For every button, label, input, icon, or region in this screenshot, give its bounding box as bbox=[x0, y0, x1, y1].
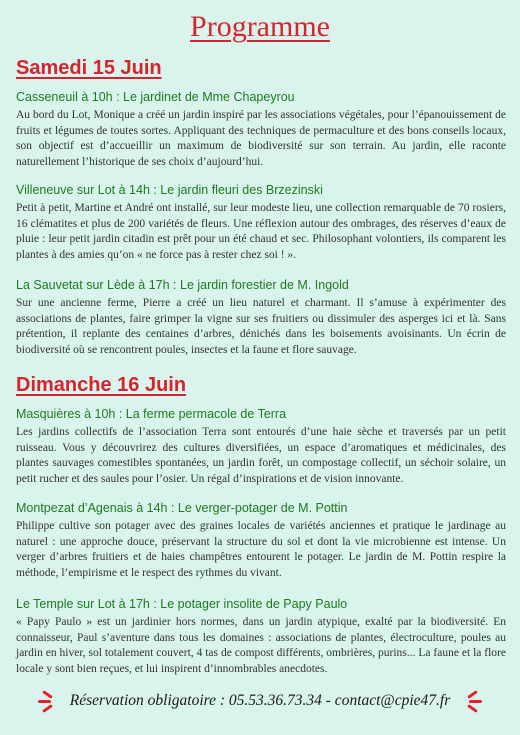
event-heading: Villeneuve sur Lot à 14h : Le jardin fleuri des Brzezinski bbox=[16, 183, 323, 197]
event-la-sauvetat bbox=[16, 277, 506, 358]
event-description: Au bord du Lot, Monique a créé un jardin inspiré par les associations végétales, pour l’épanouissement de fruits et légumes de toutes sortes. Appliquant des techniques de permaculture et des bons conseils locaux, son objectif est d’accueillir un maximum de biodiversité sur son terrain. Au jardin, elle raconte naturellement l’historique de ses choix d’aujourd’hui. bbox=[16, 109, 506, 168]
event-heading: Casseneuil à 10h : Le jardinet de Mme Chapeyrou bbox=[16, 90, 295, 104]
event-description: Philippe cultive son potager avec des graines locales de variétés anciennes et pratique le jardinage au naturel : une approche douce, préservant la structure du sol et dont la vie microbienne est intense. Un verger d’arbres fruitiers et de haies champêtres entourent le potager. Le jardin de M. Pottin respire la méthode, l’empirisme et le respect des rythmes du vivant. bbox=[16, 520, 506, 579]
sparkle-right-icon bbox=[460, 688, 482, 714]
event-description: Petit à petit, Martine et André ont installé, sur leur modeste lieu, une collection remarquable de 70 rosiers, 16 clématites et plus de 200 variétés de fleurs. Une réflexion autour des ombrages, des réserves d’eaux de pluie : leur petit jardin citadin est prêt pour un été chaud et sec. Philosophant volontiers, ils comparent les plantes à des amies qu’on « ne force pas à rester chez soi ! ». bbox=[16, 202, 506, 261]
event-heading: Masquières à 10h : La ferme permacole de Terra bbox=[16, 407, 287, 421]
event-masquieres bbox=[16, 406, 506, 487]
day-heading-saturday: Samedi 15 Juin bbox=[16, 57, 162, 79]
event-heading: Le Temple sur Lot à 17h : Le potager insolite de Papy Paulo bbox=[16, 597, 348, 611]
event-description: Sur une ancienne ferme, Pierre a créé un lieu naturel et charmant. Il s’amuse à expérimenter des associations de plantes, faire grimper la vigne sur ses fruitiers ou dissimuler des asperges ici et là. Sans prétention, il replante des centaines d’arbres, dénichés dans les boisements avoisinants. Un écrin de biodiversité où se rencontrent poules, insectes et la faune et flore sauvage. bbox=[16, 297, 506, 356]
event-casseneuil bbox=[16, 89, 506, 170]
sparkle-left-icon bbox=[38, 688, 60, 714]
event-description: Les jardins collectifs de l’association Terra sont entourés d’une haie sèche et traversés par un petit ruisseau. Vous y découvrirez des cultures diversifiées, un espace d’aromatiques et médicinales, des plantes sauvages comestibles spontanées, un jardin forêt, un compostage collectif, un séchoir solaire, un petit rucher et des saules pour l’osier. Un régal d’inspirations et de vision innovante. bbox=[16, 426, 506, 485]
event-description: « Papy Paulo » est un jardinier hors normes, dans un jardin atypique, exalté par la biodiversité. En connaisseur, Paul s’aventure dans tous les domaines : associations de plantes, électroculture, poules au jardin en hiver, sol totalement couvert, 4 tas de compost différents, ombrières, purins... La faune et la flore locale y sont bien reçues, et lui inspirent d’innombrables anecdotes. bbox=[16, 616, 506, 675]
reservation-footer bbox=[0, 688, 520, 714]
page-title: Programme bbox=[190, 10, 330, 43]
event-heading: La Sauvetat sur Lède à 17h : Le jardin forestier de M. Ingold bbox=[16, 278, 349, 292]
event-villeneuve bbox=[16, 182, 506, 263]
event-le-temple bbox=[16, 596, 506, 677]
event-montpezat bbox=[16, 500, 506, 581]
reservation-text: Réservation obligatoire : 05.53.36.73.34 - contact@cpie47.fr bbox=[69, 692, 451, 709]
event-heading: Montpezat d’Agenais à 14h : Le verger-potager de M. Pottin bbox=[16, 501, 348, 515]
day-heading-sunday: Dimanche 16 Juin bbox=[16, 374, 187, 396]
